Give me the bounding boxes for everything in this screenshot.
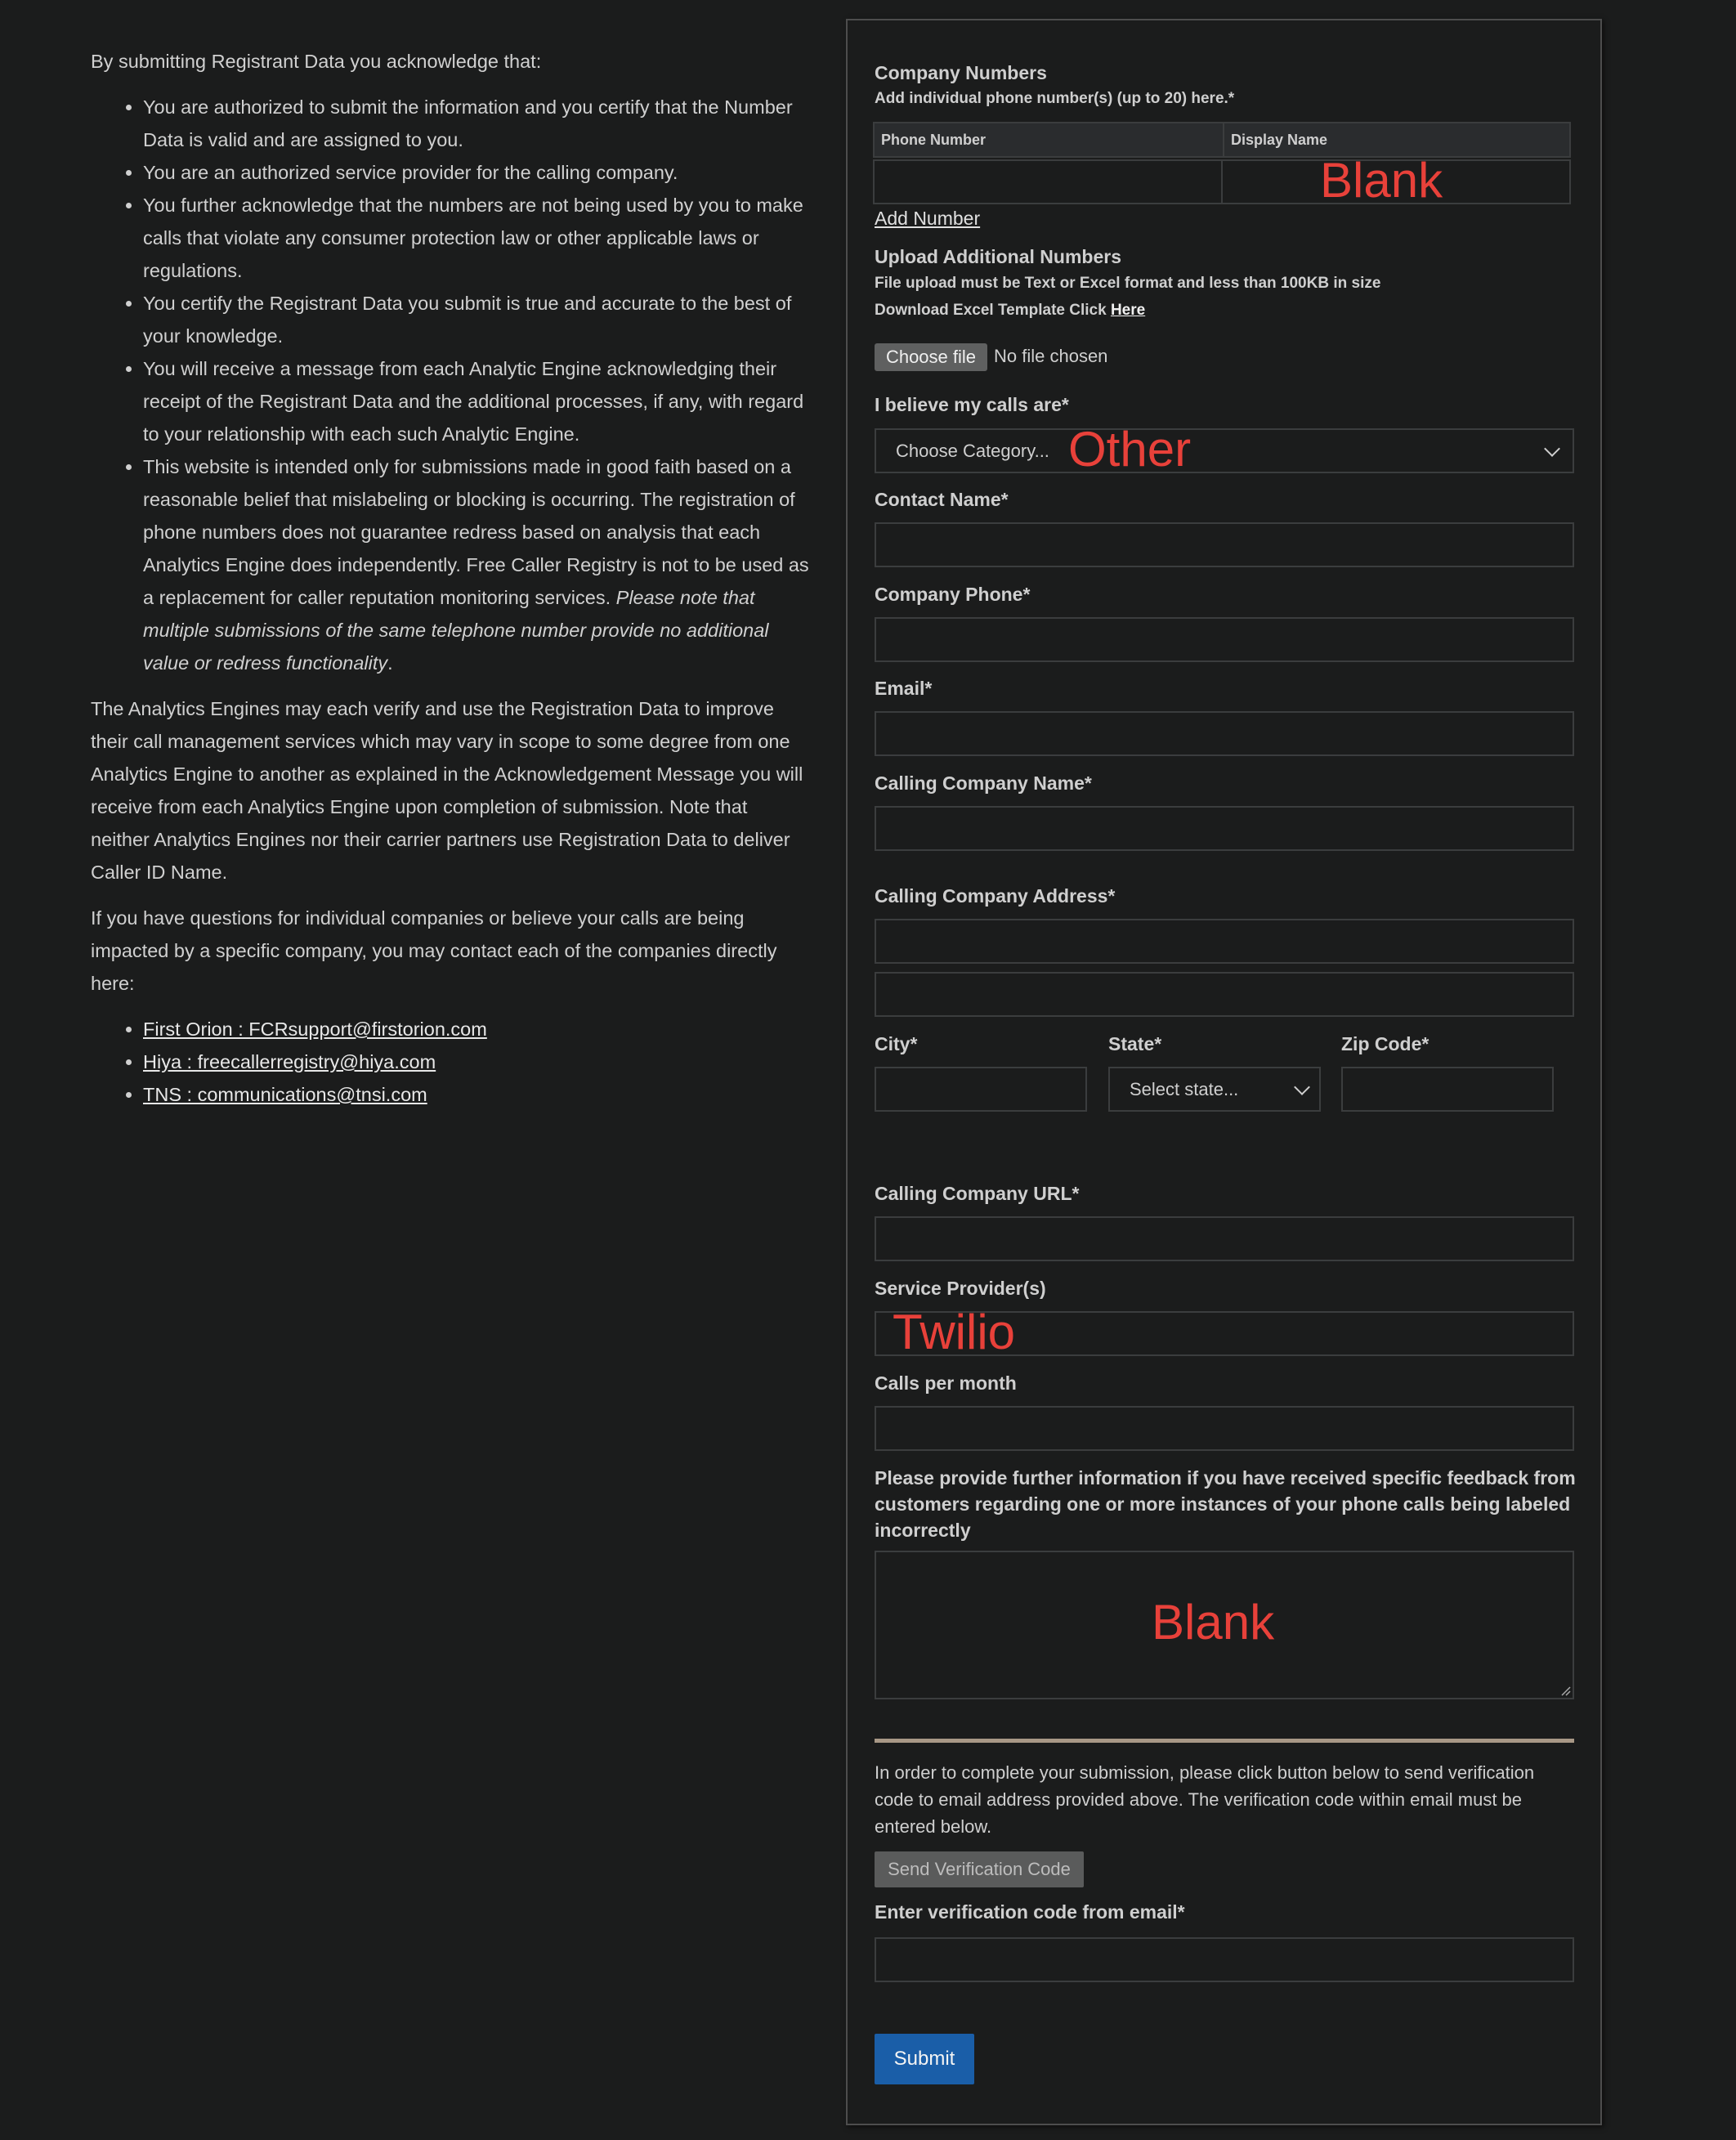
- section-divider: [875, 1739, 1574, 1743]
- download-prefix: Download Excel Template Click: [875, 302, 1111, 319]
- submit-button[interactable]: Submit: [875, 2034, 974, 2084]
- contacts-list: [91, 1013, 810, 1111]
- city-label: City*: [875, 1033, 918, 1054]
- download-template-text: [875, 302, 1145, 320]
- category-placeholder: Choose Category...: [896, 441, 1049, 461]
- download-template-link[interactable]: Here: [1110, 302, 1146, 319]
- zip-code-label: Zip Code*: [1341, 1033, 1430, 1054]
- annotation-twilio: Twilio: [893, 1305, 1016, 1359]
- annotation-blank: Blank: [1152, 1595, 1275, 1650]
- calling-company-name-input[interactable]: [875, 806, 1574, 851]
- company-phone-input[interactable]: [875, 617, 1574, 662]
- acknowledgement-list: [91, 91, 810, 679]
- contact-name-label: Contact Name*: [875, 489, 1009, 510]
- hiya-link[interactable]: Hiya : freecallerregistry@hiya.com: [143, 1051, 436, 1072]
- analytics-paragraph: The Analytics Engines may each verify and use the Registration Data to improve their call management services which may vary in scope to some degree from one Analytics Engine to another as explained in the Acknowledgement Message you will receive from each Analytics Engine upon completion of submission. Note that neither Analytics Engines nor their carrier partners use Registration Data to deliver Caller ID Name.: [91, 698, 803, 883]
- first-orion-link[interactable]: First Orion : FCRsupport@firstorion.com: [143, 1019, 487, 1040]
- list-item: [143, 1013, 810, 1045]
- annotation-blank: Blank: [1320, 153, 1443, 208]
- list-item: [143, 1078, 810, 1111]
- sentence-end: .: [387, 652, 393, 674]
- calling-company-name-label: Calling Company Name*: [875, 772, 1092, 794]
- acknowledgement-text: [91, 45, 810, 1124]
- list-item: [143, 450, 810, 679]
- add-number-link[interactable]: Add Number: [875, 208, 981, 229]
- company-numbers-hint: Add individual phone number(s) (up to 20) here.*: [875, 90, 1235, 107]
- list-item: [143, 1045, 810, 1078]
- email-label: Email*: [875, 678, 933, 699]
- calling-company-url-label: Calling Company URL*: [875, 1183, 1080, 1204]
- contact-paragraph: If you have questions for individual companies or believe your calls are being impacted by a specific company, you may contact each of the companies directly here:: [91, 907, 777, 994]
- chevron-down-icon: [1294, 1079, 1310, 1095]
- file-status: No file chosen: [994, 346, 1108, 366]
- category-select[interactable]: [875, 428, 1574, 473]
- calls-per-month-input[interactable]: [875, 1406, 1574, 1451]
- phone-number-input[interactable]: [873, 159, 1223, 204]
- company-phone-label: Company Phone*: [875, 584, 1031, 605]
- tns-link[interactable]: TNS : communications@tnsi.com: [143, 1084, 427, 1105]
- address-line-1-input[interactable]: [875, 919, 1574, 964]
- annotation-other: Other: [1068, 422, 1192, 477]
- list-item: • You will receive a message from each Analytic Engine acknowledging their receipt of the Registrant Data and the additional processes, if any, with regard to your relationship with each such Analytic Engine.: [143, 352, 810, 450]
- service-provider-label: Service Provider(s): [875, 1278, 1046, 1299]
- calls-category-label: I believe my calls are*: [875, 394, 1069, 415]
- column-phone-number: Phone Number: [881, 132, 987, 148]
- zip-code-input[interactable]: [1341, 1067, 1554, 1112]
- numbers-table-header: [873, 122, 1571, 158]
- email-input[interactable]: [875, 711, 1574, 756]
- send-verification-code-button[interactable]: Send Verification Code: [875, 1851, 1084, 1887]
- company-numbers-label: Company Numbers: [875, 62, 1047, 83]
- resize-handle-icon[interactable]: [1559, 1685, 1571, 1696]
- state-select[interactable]: [1108, 1067, 1321, 1112]
- list-item: • You further acknowledge that the numbers are not being used by you to make calls that violate any consumer protection law or other applicable laws or regulations.: [143, 189, 810, 287]
- verification-code-input[interactable]: [875, 1937, 1574, 1982]
- address-line-2-input[interactable]: [875, 972, 1574, 1017]
- column-display-name: Display Name: [1223, 123, 1569, 156]
- calls-per-month-label: Calls per month: [875, 1372, 1017, 1394]
- choose-file-button[interactable]: Choose file: [875, 343, 987, 371]
- list-item: • You are authorized to submit the information and you certify that the Number Data is valid and are assigned to you.: [143, 91, 810, 156]
- state-label: State*: [1108, 1033, 1162, 1054]
- good-faith-text: This website is intended only for submissions made in good faith based on a reasonable belief that mislabeling or blocking is occurring. The registration of phone numbers does not guarantee redress based on analysis that each Analytics Engine does independently. Free Caller Registry is not to be used as a replacement for caller reputation monitoring services.: [143, 456, 809, 608]
- verification-note: In order to complete your submission, please click button below to send verification code to email address provided above. The verification code within email must be entered below.: [875, 1762, 1535, 1837]
- calling-company-address-label: Calling Company Address*: [875, 885, 1116, 907]
- city-input[interactable]: [875, 1067, 1087, 1112]
- contact-name-input[interactable]: [875, 522, 1574, 567]
- verification-code-label: Enter verification code from email*: [875, 1901, 1185, 1923]
- upload-note: File upload must be Text or Excel format and less than 100KB in size: [875, 275, 1381, 292]
- state-placeholder: Select state...: [1130, 1079, 1239, 1099]
- registration-form: [846, 19, 1602, 2125]
- intro-text: By submitting Registrant Data you acknowledge that:: [91, 51, 542, 72]
- upload-label: Upload Additional Numbers: [875, 246, 1121, 267]
- list-item: • You are an authorized service provider for the calling company.: [143, 156, 810, 189]
- feedback-label: Please provide further information if you have received specific feedback from customers regarding one or more instances of your phone calls being labeled incorrectly: [875, 1467, 1576, 1541]
- list-item: • You certify the Registrant Data you submit is true and accurate to the best of your knowledge.: [143, 287, 810, 352]
- multiple-submissions-note: Please note that multiple submissions of the same telephone number provide no additional value or redress functionality: [143, 587, 769, 674]
- calling-company-url-input[interactable]: [875, 1216, 1574, 1261]
- chevron-down-icon: [1544, 441, 1560, 457]
